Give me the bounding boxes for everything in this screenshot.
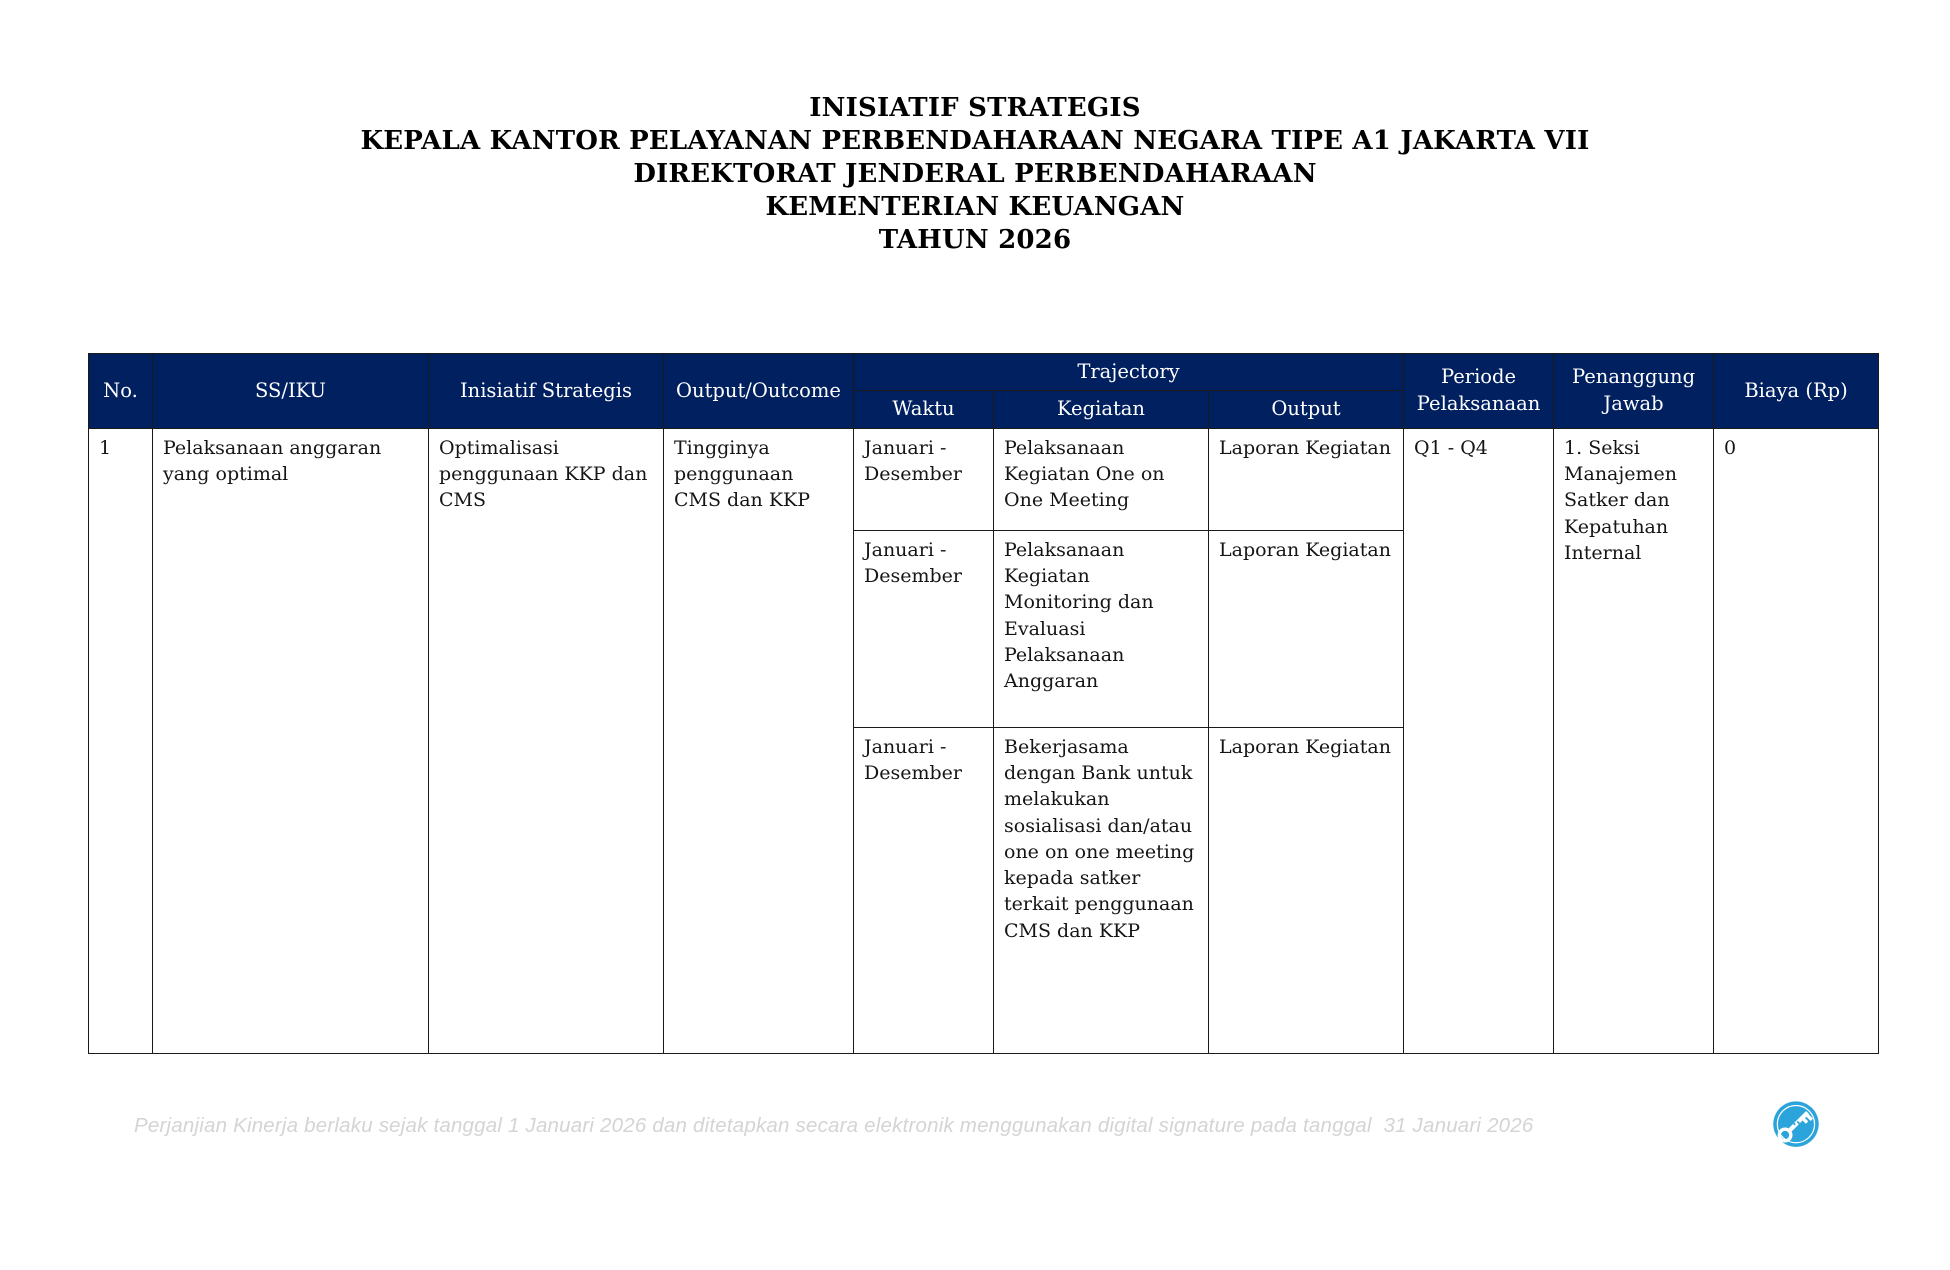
col-header-output-outcome: Output/Outcome: [664, 354, 854, 429]
title-line-2: KEPALA KANTOR PELAYANAN PERBENDAHARAAN NEGARA TIPE A1 JAKARTA VII: [360, 126, 1590, 156]
cell-penanggung-jawab: 1. Seksi Manajemen Satker dan Kepatuhan Internal: [1554, 429, 1714, 1054]
cell-trajectory-output: Laporan Kegiatan: [1209, 429, 1404, 531]
cell-trajectory-kegiatan: Pelaksanaan Kegiatan Monitoring dan Evaluasi Pelaksanaan Anggaran: [994, 531, 1209, 728]
cell-trajectory-kegiatan: Bekerjasama dengan Bank untuk melakukan sosialisasi dan/atau one on one meeting kepada satker terkait penggunaan CMS dan KKP: [994, 728, 1209, 1054]
cell-trajectory-waktu: Januari - Desember: [854, 531, 994, 728]
cell-trajectory-output: Laporan Kegiatan: [1209, 531, 1404, 728]
cell-output-outcome: Tingginya penggunaan CMS dan KKP: [664, 429, 854, 1054]
cell-no: 1: [89, 429, 153, 1054]
title-line-5: TAHUN 2026: [878, 225, 1072, 255]
cell-ss-iku: Pelaksanaan anggaran yang optimal: [153, 429, 429, 1054]
col-header-periode-pelaksanaan: Periode Pelaksanaan: [1404, 354, 1554, 429]
cell-periode-pelaksanaan: Q1 - Q4: [1404, 429, 1554, 1054]
table-row: [89, 429, 1879, 531]
document-title-block: [0, 92, 1950, 257]
title-line-3: DIREKTORAT JENDERAL PERBENDAHARAAN: [633, 159, 1317, 189]
digital-signature-logo: [1766, 1098, 1824, 1156]
col-header-biaya: Biaya (Rp): [1714, 354, 1879, 429]
title-line-4: KEMENTERIAN KEUANGAN: [765, 192, 1185, 222]
cell-inisiatif-strategis: Optimalisasi penggunaan KKP dan CMS: [429, 429, 664, 1054]
cell-trajectory-waktu: Januari - Desember: [854, 728, 994, 1054]
cell-trajectory-kegiatan: Pelaksanaan Kegiatan One on One Meeting: [994, 429, 1209, 531]
cell-biaya: 0: [1714, 429, 1879, 1054]
col-header-trajectory: Trajectory: [854, 354, 1404, 391]
inisiatif-strategis-table: [88, 353, 1879, 1054]
footer-note: Perjanjian Kinerja berlaku sejak tanggal 1 Januari 2026 dan ditetapkan secara elektronik menggunakan digital signature pada tanggal 31 Januari 2026: [134, 1114, 1534, 1137]
col-header-kegiatan: Kegiatan: [994, 391, 1209, 429]
col-header-waktu: Waktu: [854, 391, 994, 429]
table-header-row-1: [89, 354, 1879, 391]
col-header-output: Output: [1209, 391, 1404, 429]
col-header-inisiatif-strategis: Inisiatif Strategis: [429, 354, 664, 429]
cell-trajectory-output: Laporan Kegiatan: [1209, 728, 1404, 1054]
col-header-no: No.: [89, 354, 153, 429]
title-line-1: INISIATIF STRATEGIS: [809, 93, 1141, 123]
cell-trajectory-waktu: Januari - Desember: [854, 429, 994, 531]
col-header-ss-iku: SS/IKU: [153, 354, 429, 429]
col-header-penanggung-jawab: Penanggung Jawab: [1554, 354, 1714, 429]
